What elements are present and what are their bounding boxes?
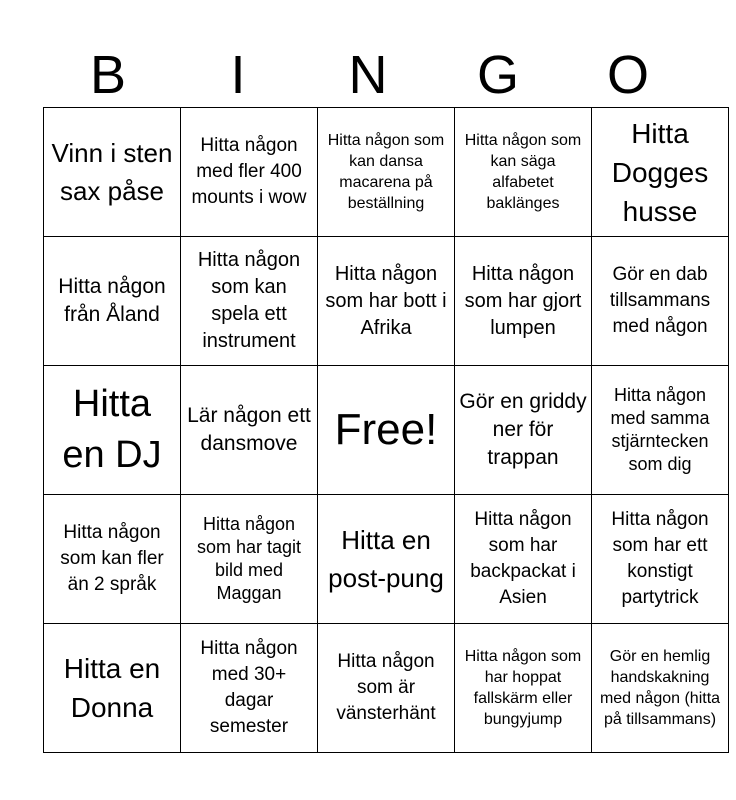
bingo-cell[interactable] bbox=[44, 624, 181, 753]
bingo-cell[interactable] bbox=[44, 237, 181, 366]
header-letter-b: B bbox=[89, 45, 127, 105]
header-letter-o: O bbox=[606, 45, 649, 105]
bingo-cell[interactable] bbox=[318, 495, 455, 624]
bingo-cell[interactable] bbox=[318, 237, 455, 366]
cell-text: Hitta en post-pung bbox=[328, 525, 444, 593]
cell-text: Gör en hemlig handskakning med någon (hitta på tillsammans) bbox=[599, 648, 721, 728]
cell-text: Hitta någon som kan fler än 2 språk bbox=[60, 522, 164, 595]
cell-text: Hitta en Donna bbox=[63, 653, 161, 723]
bingo-cell[interactable] bbox=[455, 237, 592, 366]
bingo-cell[interactable] bbox=[455, 366, 592, 495]
header-letter-n: N bbox=[348, 45, 388, 105]
cell-text: Gör en griddy ner för trappan bbox=[459, 390, 587, 469]
cell-text: Hitta någon som är vänsterhänt bbox=[336, 651, 436, 724]
cell-text: Hitta någon som kan dansa macarena på beställning bbox=[327, 132, 445, 212]
bingo-cell[interactable] bbox=[181, 495, 318, 624]
bingo-board bbox=[43, 107, 729, 753]
bingo-cell[interactable] bbox=[181, 108, 318, 237]
bingo-header bbox=[43, 44, 693, 106]
free-cell[interactable] bbox=[318, 366, 455, 495]
bingo-cell[interactable] bbox=[592, 366, 729, 495]
free-cell-text: Free! bbox=[334, 405, 438, 454]
cell-text: Hitta en DJ bbox=[62, 383, 162, 476]
bingo-cell[interactable] bbox=[44, 495, 181, 624]
cell-text: Vinn i sten sax påse bbox=[51, 138, 173, 206]
cell-text: Hitta någon som har bott i Afrika bbox=[325, 262, 447, 339]
board-row bbox=[44, 624, 729, 753]
cell-text: Hitta någon som kan spela ett instrument bbox=[197, 249, 301, 352]
bingo-cell[interactable] bbox=[592, 237, 729, 366]
cell-text: Hitta någon som har gjort lumpen bbox=[464, 262, 582, 339]
bingo-cell[interactable] bbox=[181, 624, 318, 753]
bingo-cell[interactable] bbox=[592, 495, 729, 624]
bingo-cell[interactable] bbox=[455, 495, 592, 624]
bingo-cell[interactable] bbox=[318, 108, 455, 237]
bingo-cell[interactable] bbox=[44, 108, 181, 237]
bingo-cell[interactable] bbox=[318, 624, 455, 753]
cell-text: Hitta någon som har hoppat fallskärm eller bungyjump bbox=[464, 648, 582, 728]
cell-text: Hitta någon med samma stjärntecken som dig bbox=[610, 385, 710, 474]
cell-text: Hitta någon som har backpackat i Asien bbox=[470, 509, 576, 608]
board-row bbox=[44, 366, 729, 495]
cell-text: Hitta Dogges husse bbox=[611, 117, 709, 227]
bingo-cell[interactable] bbox=[181, 237, 318, 366]
bingo-cell[interactable] bbox=[455, 108, 592, 237]
bingo-cell[interactable] bbox=[455, 624, 592, 753]
board-row bbox=[44, 237, 729, 366]
bingo-cell[interactable] bbox=[181, 366, 318, 495]
header-letter-i: I bbox=[230, 45, 246, 105]
cell-text: Hitta någon med 30+ dagar semester bbox=[200, 638, 298, 737]
bingo-cell[interactable] bbox=[592, 624, 729, 753]
cell-text: Hitta någon som har ett konstigt partytrick bbox=[611, 509, 709, 608]
header-letter-g: G bbox=[476, 45, 519, 105]
bingo-cell[interactable] bbox=[44, 366, 181, 495]
board-row bbox=[44, 108, 729, 237]
bingo-cell[interactable] bbox=[592, 108, 729, 237]
board-row bbox=[44, 495, 729, 624]
cell-text: Hitta någon med fler 400 mounts i wow bbox=[191, 135, 307, 208]
cell-text: Hitta någon från Åland bbox=[58, 275, 166, 326]
cell-text: Gör en dab tillsammans med någon bbox=[609, 264, 711, 337]
cell-text: Hitta någon som har tagit bild med Maggan bbox=[196, 514, 302, 603]
cell-text: Hitta någon som kan säga alfabetet baklänges bbox=[464, 132, 582, 212]
cell-text: Lär någon ett dansmove bbox=[187, 404, 311, 455]
